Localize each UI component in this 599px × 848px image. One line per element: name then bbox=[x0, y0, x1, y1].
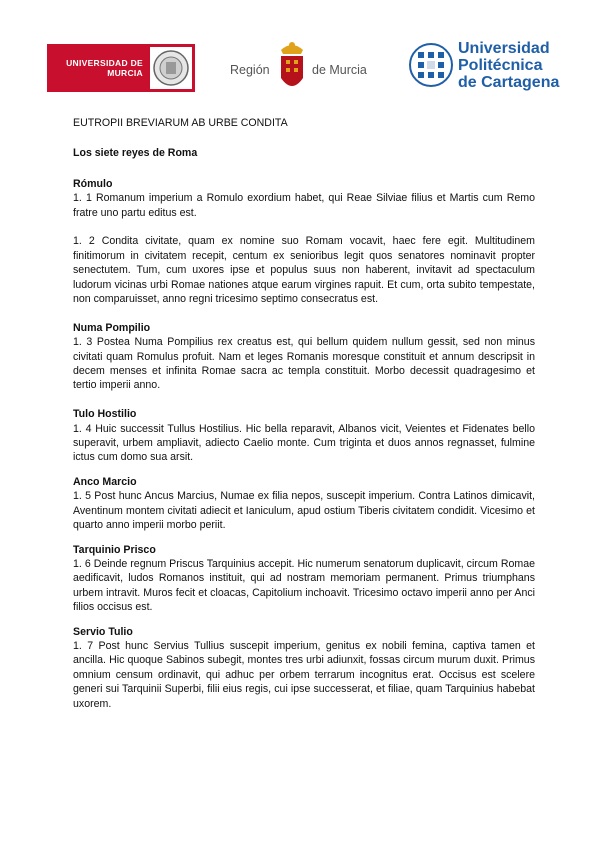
upct-logo-line1: Universidad bbox=[458, 40, 550, 57]
document-body bbox=[73, 116, 535, 725]
paragraph: 1. 3 Postea Numa Pompilius rex creatus est, qui bellum quidem nullum gessit, sed non minus civitati quam Romulus profuit. Nam et leges Romanis moresque constituit et annum descripsit in decem menses et infinita Romae sacra ac templa constituit. Morbo decessit quadragesimo et tertio imperii anno. bbox=[73, 336, 535, 392]
upct-logo bbox=[408, 40, 568, 96]
upct-logo-line3: de Cartagena bbox=[458, 74, 560, 91]
um-logo-line2: MURCIA bbox=[107, 68, 143, 78]
section-tulo-hostilio bbox=[73, 407, 535, 465]
paragraph: 1. 6 Deinde regnum Priscus Tarquinius accepit. Hic numerum senatorum duplicavit, circum Romae aedificavit, ludos Romanos instituit, qui ad nostram memoriam permanent. Primus triumphans urbem intravit. Muros fecit et cloacas, Capitolium inchoavit. Tricesimo octavo imperii anno per Anci filios occisus est. bbox=[73, 557, 535, 614]
section-heading: Tulo Hostilio bbox=[73, 408, 137, 421]
section-anco-marcio bbox=[73, 475, 535, 533]
section-heading: Anco Marcio bbox=[73, 475, 137, 488]
page-header bbox=[0, 38, 599, 98]
section-heading: Numa Pompilio bbox=[73, 321, 151, 334]
um-logo-line1: UNIVERSIDAD DE bbox=[66, 58, 143, 68]
paragraph: 1. 1 Romanum imperium a Romulo exordium habet, qui Reae Silviae filius et Martis cum Remo fratre uno partu editus est. bbox=[73, 192, 535, 219]
document-title: EUTROPII BREVIARUM AB URBE CONDITA bbox=[73, 117, 288, 129]
document-subtitle: Los siete reyes de Roma bbox=[73, 147, 198, 160]
section-heading: Servio Tulio bbox=[73, 625, 133, 638]
region-shield-icon bbox=[277, 38, 307, 103]
um-seal-icon bbox=[150, 47, 192, 89]
upct-emblem-icon bbox=[408, 42, 454, 93]
section-tarquinio-prisco bbox=[73, 543, 535, 615]
paragraph: 1. 7 Post hunc Servius Tullius suscepit imperium, genitus ex nobili femina, captiva tamen et ancilla. Hic quoque Sabinos subegit, montes tres urbi adiunxit, fossas circum murum duxit. Primus omnium censum ordinavit, qui adhuc per orbem terrarum incognitus erat. Occisus est scelere generi sui Tarquinii Superbi, filii eius regis, cui ipse successerat, et filiae, quam Tarquinius habebat uxorem. bbox=[73, 639, 535, 710]
universidad-de-murcia-logo bbox=[47, 44, 195, 92]
rm-logo-right: de Murcia bbox=[312, 63, 367, 77]
paragraph: 1. 2 Condita civitate, quam ex nomine suo Romam vocavit, haec fere egit. Multitudinem finitimorum in civitatem recepit, centum ex senioribus legit quos senatores nominavit propter senectutem. Tum, cum uxores ipse et populus suus non haberent, invitavit ad spectaculum ludorum vicinas urbi Romae nationes atque earum virgines rapuit. Et cum, orta subito tempestate, non comparuisset, anno regni tricesimo septimo consecratus est. bbox=[73, 235, 535, 306]
section-romulo bbox=[73, 177, 535, 307]
section-numa-pompilio bbox=[73, 321, 535, 393]
region-de-murcia-logo bbox=[230, 38, 375, 98]
rm-logo-left: Región bbox=[230, 63, 270, 77]
section-heading: Rómulo bbox=[73, 177, 113, 190]
section-heading: Tarquinio Prisco bbox=[73, 543, 156, 556]
paragraph: 1. 4 Huic successit Tullus Hostilius. Hic bella reparavit, Albanos vicit, Veientes et Fidenates bello superavit, urbem ampliavit, adiecto Caelio monte. Cum triginta et duos annos regnasset, fulmine ictus cum domo sua arsit. bbox=[73, 422, 535, 464]
upct-logo-line2: Politécnica bbox=[458, 57, 543, 74]
section-servio-tulio bbox=[73, 625, 535, 711]
paragraph: 1. 5 Post hunc Ancus Marcius, Numae ex filia nepos, suscepit imperium. Contra Latinos dimicavit, Aventinum montem civitati adiecit et Ianiculum, apud ostium Tiberis civitatem condidit. Vicesimo et quarto anno imperii morbo periit. bbox=[73, 490, 535, 532]
